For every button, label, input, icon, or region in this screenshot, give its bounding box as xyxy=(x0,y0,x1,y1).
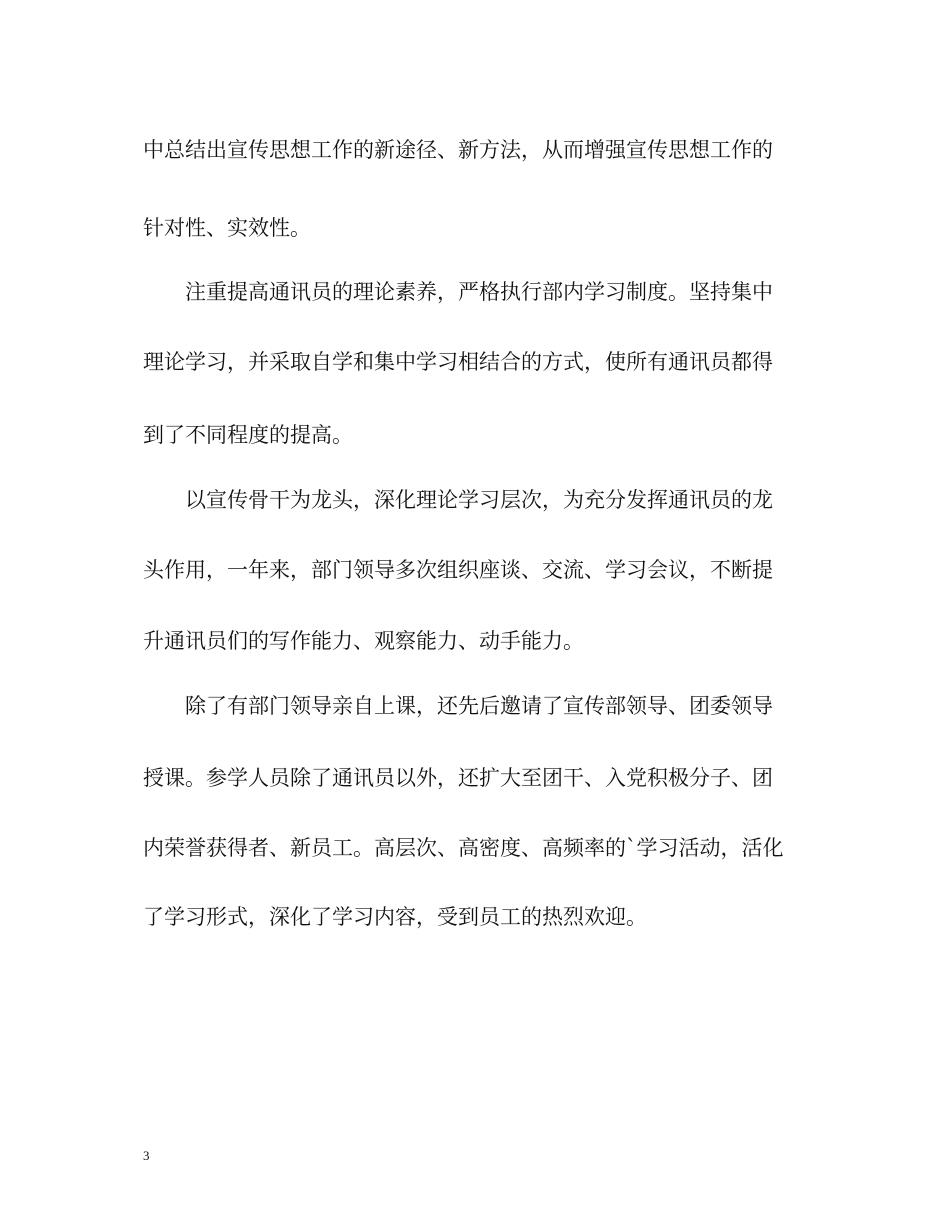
text-line: 注重提高通讯员的理论素养，严格执行部内学习制度。坚持集中 xyxy=(143,280,773,304)
text-line: 除了有部门领导亲自上课，还先后邀请了宣传部领导、团委领导 xyxy=(143,694,773,718)
text-line: 到了不同程度的提高。 xyxy=(143,423,353,447)
text-line: 针对性、实效性。 xyxy=(143,216,311,240)
text-line: 中总结出宣传思想工作的新途径、新方法，从而增强宣传思想工作的 xyxy=(143,138,773,162)
page-number: 3 xyxy=(143,1148,150,1163)
text-line: 了学习形式，深化了学习内容，受到员工的热烈欢迎。 xyxy=(143,905,647,929)
text-line: 授课。参学人员除了通讯员以外，还扩大至团干、入党积极分子、团 xyxy=(143,766,773,790)
text-line: 升通讯员们的写作能力、观察能力、动手能力。 xyxy=(143,629,584,653)
text-line: 以宣传骨干为龙头，深化理论学习层次，为充分发挥通讯员的龙 xyxy=(143,488,773,512)
text-line: 内荣誉获得者、新员工。高层次、高密度、高频率的`学习活动，活化 xyxy=(143,836,784,860)
text-line: 理论学习，并采取自学和集中学习相结合的方式，使所有通讯员都得 xyxy=(143,350,773,374)
text-line: 头作用，一年来，部门领导多次组织座谈、交流、学习会议，不断提 xyxy=(143,558,773,582)
